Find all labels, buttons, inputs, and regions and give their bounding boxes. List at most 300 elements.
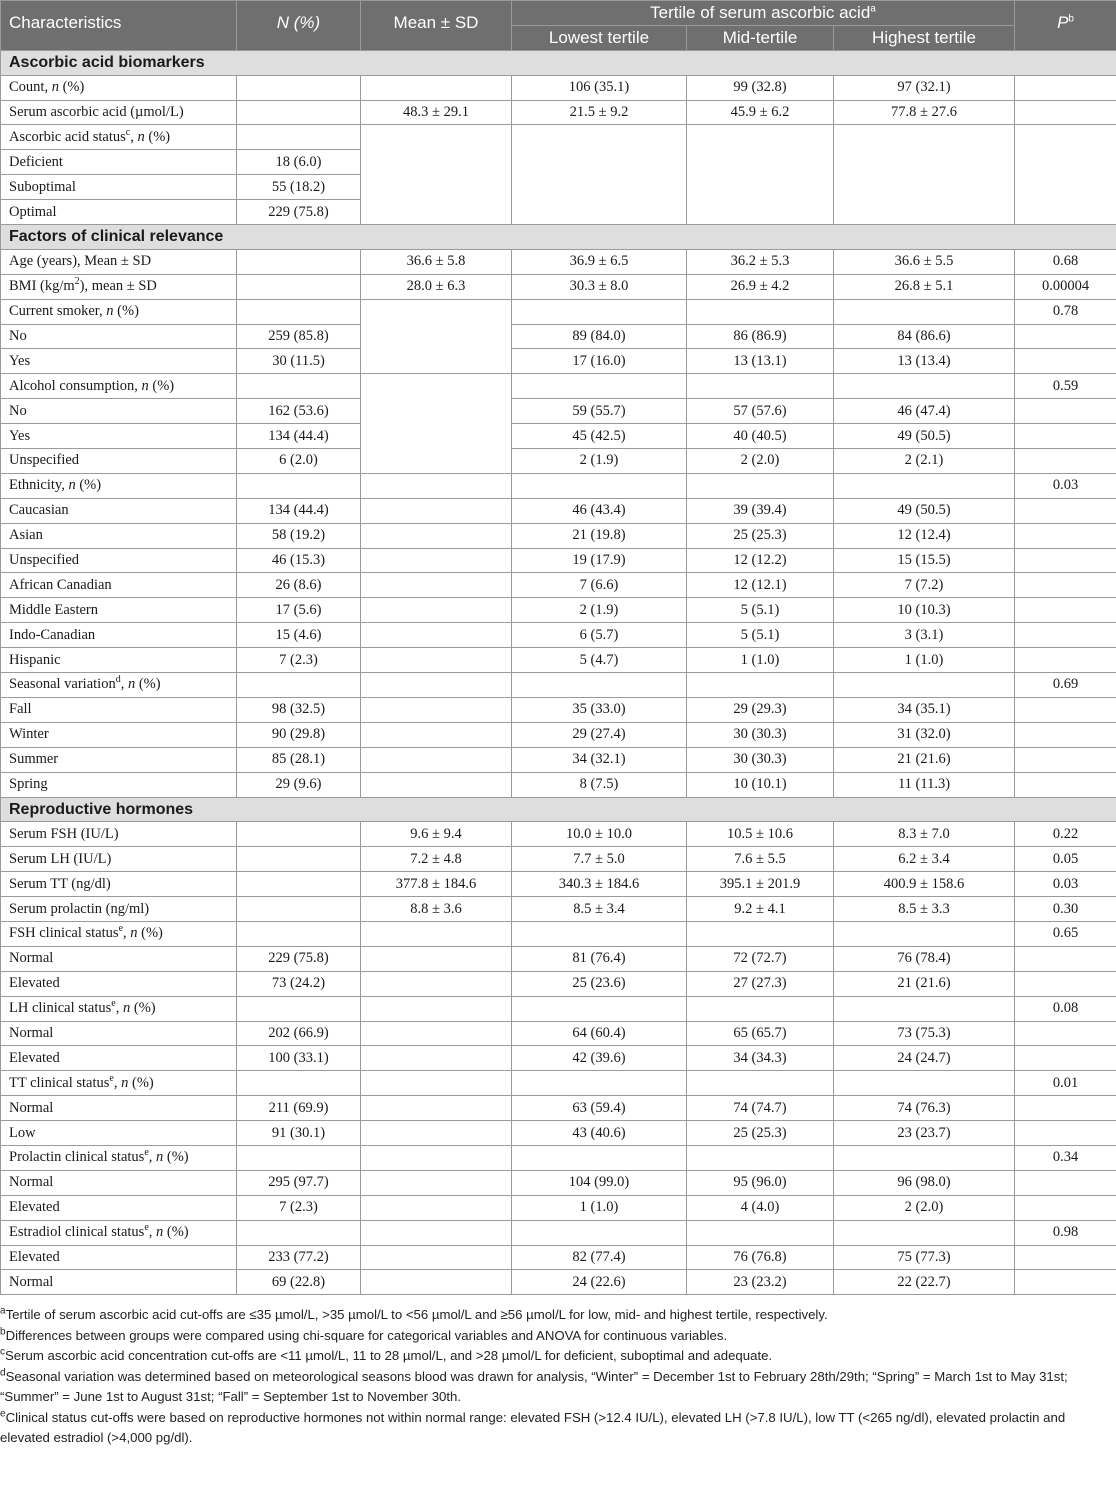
table-row xyxy=(1,324,1116,349)
cell-mid: 1 (1.0) xyxy=(687,648,834,673)
cell-n-pct: 98 (32.5) xyxy=(237,697,361,722)
cell-n-pct: 15 (4.6) xyxy=(237,623,361,648)
table-row xyxy=(1,946,1116,971)
cell-mid: 34 (34.3) xyxy=(687,1046,834,1071)
cell-highest: 22 (22.7) xyxy=(834,1270,1015,1295)
cell-mid xyxy=(687,125,834,225)
cell-p: 0.00004 xyxy=(1015,274,1116,299)
cell-mean-sd: 28.0 ± 6.3 xyxy=(361,274,512,299)
cell-mean-sd xyxy=(361,498,512,523)
footnote-c-text: Serum ascorbic acid concentration cut-offs are <11 µmol/L, 11 to 28 µmol/L, and >28 µmol/L for deficient, suboptimal and adequate. xyxy=(5,1348,773,1364)
header-lowest: Lowest tertile xyxy=(512,25,687,50)
row-label: No xyxy=(1,324,237,349)
cell-p xyxy=(1015,449,1116,474)
cell-highest: 23 (23.7) xyxy=(834,1121,1015,1146)
cell-highest: 3 (3.1) xyxy=(834,623,1015,648)
table-row xyxy=(1,872,1116,897)
cell-lowest xyxy=(512,1071,687,1096)
cell-mean-sd xyxy=(361,772,512,797)
cell-mid: 72 (72.7) xyxy=(687,946,834,971)
cell-mid: 5 (5.1) xyxy=(687,598,834,623)
cell-n-pct xyxy=(237,822,361,847)
table-row xyxy=(1,673,1116,698)
cell-mid: 30 (30.3) xyxy=(687,747,834,772)
cell-n-pct xyxy=(237,1145,361,1170)
cell-mean-sd xyxy=(361,1071,512,1096)
footnote-b-mark: b xyxy=(0,1326,6,1338)
cell-highest xyxy=(834,473,1015,498)
cell-p xyxy=(1015,125,1116,225)
cell-n-pct: 46 (15.3) xyxy=(237,548,361,573)
cell-highest: 11 (11.3) xyxy=(834,772,1015,797)
cell-mean-sd xyxy=(361,75,512,100)
table-row xyxy=(1,921,1116,946)
cell-highest: 8.5 ± 3.3 xyxy=(834,897,1015,922)
header-characteristics: Characteristics xyxy=(1,1,237,51)
cell-p xyxy=(1015,971,1116,996)
table-row xyxy=(1,1096,1116,1121)
cell-highest: 2 (2.1) xyxy=(834,449,1015,474)
cell-mid: 7.6 ± 5.5 xyxy=(687,847,834,872)
cell-mean-sd xyxy=(361,1021,512,1046)
cell-lowest: 21 (19.8) xyxy=(512,523,687,548)
cell-mid: 30 (30.3) xyxy=(687,722,834,747)
row-label: Serum TT (ng/dl) xyxy=(1,872,237,897)
footnote-b xyxy=(0,1326,1110,1347)
cell-lowest: 10.0 ± 10.0 xyxy=(512,822,687,847)
cell-n-pct: 100 (33.1) xyxy=(237,1046,361,1071)
cell-highest: 73 (75.3) xyxy=(834,1021,1015,1046)
table-row xyxy=(1,274,1116,299)
section-row xyxy=(1,797,1116,822)
row-label: BMI $(kg/m^2)$, mean ± SD xyxy=(1,274,237,299)
cell-mean-sd xyxy=(361,971,512,996)
cell-p xyxy=(1015,648,1116,673)
cell-mean-sd xyxy=(361,1195,512,1220)
cell-p xyxy=(1015,1046,1116,1071)
row-label: Hispanic xyxy=(1,648,237,673)
cell-lowest: 106 (35.1) xyxy=(512,75,687,100)
cell-highest: 24 (24.7) xyxy=(834,1046,1015,1071)
cell-lowest: 36.9 ± 6.5 xyxy=(512,249,687,274)
cell-lowest: 59 (55.7) xyxy=(512,399,687,424)
row-label: Fall xyxy=(1,697,237,722)
row-label: Normal xyxy=(1,1096,237,1121)
cell-highest: 26.8 ± 5.1 xyxy=(834,274,1015,299)
cell-lowest: 35 (33.0) xyxy=(512,697,687,722)
header-p-text: P xyxy=(1057,13,1069,32)
cell-p xyxy=(1015,697,1116,722)
cell-n-pct xyxy=(237,872,361,897)
cell-highest xyxy=(834,996,1015,1021)
cell-mid: 99 (32.8) xyxy=(687,75,834,100)
row-label: Ascorbic acid status$^c$, n (%) xyxy=(1,125,237,150)
cell-lowest: 8 (7.5) xyxy=(512,772,687,797)
table-row xyxy=(1,125,1116,150)
cell-n-pct: 91 (30.1) xyxy=(237,1121,361,1146)
cell-p xyxy=(1015,722,1116,747)
cell-n-pct: 6 (2.0) xyxy=(237,449,361,474)
row-label: Elevated xyxy=(1,1245,237,1270)
row-label: Prolactin clinical status$^e$, n (%) xyxy=(1,1145,237,1170)
cell-highest: 75 (77.3) xyxy=(834,1245,1015,1270)
header-p xyxy=(1015,1,1116,51)
cell-highest xyxy=(834,125,1015,225)
table-row xyxy=(1,697,1116,722)
row-label: Seasonal variation$^d$, n (%) xyxy=(1,673,237,698)
row-label: Ethnicity, n (%) xyxy=(1,473,237,498)
cell-highest: 13 (13.4) xyxy=(834,349,1015,374)
cell-n-pct: 211 (69.9) xyxy=(237,1096,361,1121)
cell-n-pct: 7 (2.3) xyxy=(237,648,361,673)
cell-lowest: 6 (5.7) xyxy=(512,623,687,648)
cell-lowest: 63 (59.4) xyxy=(512,1096,687,1121)
table-row xyxy=(1,75,1116,100)
cell-n-pct: 134 (44.4) xyxy=(237,424,361,449)
cell-mid: 25 (25.3) xyxy=(687,1121,834,1146)
cell-n-pct xyxy=(237,996,361,1021)
cell-n-pct xyxy=(237,921,361,946)
cell-n-pct: 229 (75.8) xyxy=(237,946,361,971)
cell-mean-sd xyxy=(361,747,512,772)
cell-mean-sd: 48.3 ± 29.1 xyxy=(361,100,512,125)
cell-highest xyxy=(834,1071,1015,1096)
cell-highest: 7 (7.2) xyxy=(834,573,1015,598)
cell-mean-sd xyxy=(361,473,512,498)
cell-lowest: 82 (77.4) xyxy=(512,1245,687,1270)
footnote-c-mark: c xyxy=(0,1346,5,1358)
cell-lowest xyxy=(512,125,687,225)
cell-lowest: 64 (60.4) xyxy=(512,1021,687,1046)
cell-mid: 2 (2.0) xyxy=(687,449,834,474)
footnote-a-mark: a xyxy=(0,1305,6,1317)
cell-highest: 84 (86.6) xyxy=(834,324,1015,349)
header-mid: Mid-tertile xyxy=(687,25,834,50)
cell-lowest: 7 (6.6) xyxy=(512,573,687,598)
cell-mean-sd xyxy=(361,598,512,623)
cell-lowest: 19 (17.9) xyxy=(512,548,687,573)
row-label: Caucasian xyxy=(1,498,237,523)
header-mean-sd: Mean ± SD xyxy=(361,1,512,51)
cell-mid xyxy=(687,1145,834,1170)
footnotes xyxy=(0,1295,1116,1449)
cell-mean-sd xyxy=(361,1170,512,1195)
footnote-d-text: Seasonal variation was determined based on meteorological seasons blood was drawn for analysis, “Winter” = December 1st to February 28th/29th; “Spring” = March 1st to May 31st; “Summer” = June 1st to August 31st; “Fall” = September 1st to November 30th. xyxy=(0,1368,1068,1405)
row-label: Unspecified xyxy=(1,548,237,573)
header-tertile-group-text: Tertile of serum ascorbic acid xyxy=(650,3,871,23)
cell-mid: 4 (4.0) xyxy=(687,1195,834,1220)
cell-mean-sd xyxy=(361,996,512,1021)
cell-p: 0.34 xyxy=(1015,1145,1116,1170)
cell-p xyxy=(1015,1245,1116,1270)
row-label: Asian xyxy=(1,523,237,548)
cell-mean-sd: 9.6 ± 9.4 xyxy=(361,822,512,847)
cell-n-pct: 134 (44.4) xyxy=(237,498,361,523)
cell-mean-sd xyxy=(361,722,512,747)
cell-p xyxy=(1015,573,1116,598)
cell-n-pct: 295 (97.7) xyxy=(237,1170,361,1195)
table-row xyxy=(1,847,1116,872)
row-label: Normal xyxy=(1,1170,237,1195)
cell-mid xyxy=(687,374,834,399)
cell-p xyxy=(1015,349,1116,374)
header-p-sup: b xyxy=(1068,13,1074,25)
cell-n-pct: 18 (6.0) xyxy=(237,150,361,175)
cell-p xyxy=(1015,75,1116,100)
cell-mean-sd xyxy=(361,1220,512,1245)
cell-n-pct: 30 (11.5) xyxy=(237,349,361,374)
cell-mid: 9.2 ± 4.1 xyxy=(687,897,834,922)
cell-lowest: 17 (16.0) xyxy=(512,349,687,374)
cell-p xyxy=(1015,498,1116,523)
cell-lowest: 340.3 ± 184.6 xyxy=(512,872,687,897)
cell-lowest: 104 (99.0) xyxy=(512,1170,687,1195)
cell-highest: 46 (47.4) xyxy=(834,399,1015,424)
cell-lowest xyxy=(512,921,687,946)
cell-highest xyxy=(834,673,1015,698)
table-row xyxy=(1,822,1116,847)
row-label: Serum ascorbic acid (µmol/L) xyxy=(1,100,237,125)
cell-p: 0.68 xyxy=(1015,249,1116,274)
row-label: Serum prolactin (ng/ml) xyxy=(1,897,237,922)
cell-highest: 400.9 ± 158.6 xyxy=(834,872,1015,897)
cell-mean-sd xyxy=(361,673,512,698)
table-row xyxy=(1,374,1116,399)
cell-mid: 395.1 ± 201.9 xyxy=(687,872,834,897)
section-row xyxy=(1,225,1116,250)
cell-mean-sd xyxy=(361,374,512,474)
cell-lowest xyxy=(512,996,687,1021)
cell-n-pct xyxy=(237,473,361,498)
table-row xyxy=(1,722,1116,747)
cell-p xyxy=(1015,598,1116,623)
cell-mid xyxy=(687,673,834,698)
cell-lowest: 46 (43.4) xyxy=(512,498,687,523)
row-label: Unspecified xyxy=(1,449,237,474)
cell-highest xyxy=(834,1220,1015,1245)
cell-p: 0.69 xyxy=(1015,673,1116,698)
cell-highest: 34 (35.1) xyxy=(834,697,1015,722)
cell-p: 0.03 xyxy=(1015,872,1116,897)
section-title: Factors of clinical relevance xyxy=(1,225,1116,250)
cell-mean-sd xyxy=(361,648,512,673)
cell-lowest: 21.5 ± 9.2 xyxy=(512,100,687,125)
cell-n-pct: 233 (77.2) xyxy=(237,1245,361,1270)
cell-p xyxy=(1015,1096,1116,1121)
cell-p: 0.65 xyxy=(1015,921,1116,946)
footnote-d xyxy=(0,1367,1110,1408)
cell-n-pct: 7 (2.3) xyxy=(237,1195,361,1220)
cell-mean-sd xyxy=(361,1096,512,1121)
cell-p: 0.22 xyxy=(1015,822,1116,847)
cell-p xyxy=(1015,100,1116,125)
table-row xyxy=(1,1170,1116,1195)
row-label: Elevated xyxy=(1,1046,237,1071)
row-label: Serum LH (IU/L) xyxy=(1,847,237,872)
table-row xyxy=(1,747,1116,772)
footnote-e-mark: e xyxy=(0,1408,6,1420)
row-label: Serum FSH (IU/L) xyxy=(1,822,237,847)
table-row xyxy=(1,897,1116,922)
cell-lowest: 24 (22.6) xyxy=(512,1270,687,1295)
cell-lowest: 2 (1.9) xyxy=(512,598,687,623)
row-label: Alcohol consumption, n (%) xyxy=(1,374,237,399)
row-label: FSH clinical status$^e$, n (%) xyxy=(1,921,237,946)
cell-mean-sd: 8.8 ± 3.6 xyxy=(361,897,512,922)
cell-mid: 12 (12.1) xyxy=(687,573,834,598)
cell-n-pct: 162 (53.6) xyxy=(237,399,361,424)
cell-lowest: 45 (42.5) xyxy=(512,424,687,449)
cell-mid: 27 (27.3) xyxy=(687,971,834,996)
table-row xyxy=(1,1071,1116,1096)
cell-highest: 49 (50.5) xyxy=(834,424,1015,449)
cell-p xyxy=(1015,1170,1116,1195)
cell-n-pct xyxy=(237,847,361,872)
cell-mean-sd xyxy=(361,946,512,971)
cell-lowest xyxy=(512,473,687,498)
cell-n-pct: 55 (18.2) xyxy=(237,175,361,200)
table-row xyxy=(1,573,1116,598)
table-row xyxy=(1,449,1116,474)
cell-n-pct: 259 (85.8) xyxy=(237,324,361,349)
footnote-a xyxy=(0,1305,1110,1326)
cell-mean-sd: 36.6 ± 5.8 xyxy=(361,249,512,274)
cell-n-pct: 90 (29.8) xyxy=(237,722,361,747)
cell-mean-sd xyxy=(361,523,512,548)
cell-lowest xyxy=(512,299,687,324)
table-row xyxy=(1,598,1116,623)
row-label: Yes xyxy=(1,424,237,449)
cell-lowest xyxy=(512,1145,687,1170)
section-title: Reproductive hormones xyxy=(1,797,1116,822)
cell-p: 0.30 xyxy=(1015,897,1116,922)
cell-mid: 65 (65.7) xyxy=(687,1021,834,1046)
cell-highest: 31 (32.0) xyxy=(834,722,1015,747)
cell-lowest xyxy=(512,673,687,698)
cell-n-pct xyxy=(237,274,361,299)
table-row xyxy=(1,523,1116,548)
cell-mid: 25 (25.3) xyxy=(687,523,834,548)
cell-mid: 39 (39.4) xyxy=(687,498,834,523)
cell-highest xyxy=(834,374,1015,399)
cell-highest: 21 (21.6) xyxy=(834,971,1015,996)
table-row xyxy=(1,1270,1116,1295)
cell-highest: 2 (2.0) xyxy=(834,1195,1015,1220)
row-label: LH clinical status$^e$, n (%) xyxy=(1,996,237,1021)
cell-n-pct: 69 (22.8) xyxy=(237,1270,361,1295)
cell-mid xyxy=(687,1220,834,1245)
cell-p: 0.01 xyxy=(1015,1071,1116,1096)
table-row xyxy=(1,772,1116,797)
row-label: TT clinical status$^e$, n (%) xyxy=(1,1071,237,1096)
cell-p xyxy=(1015,1121,1116,1146)
cell-mean-sd xyxy=(361,1245,512,1270)
cell-p xyxy=(1015,523,1116,548)
cell-highest: 15 (15.5) xyxy=(834,548,1015,573)
cell-n-pct xyxy=(237,673,361,698)
cell-mid: 5 (5.1) xyxy=(687,623,834,648)
cell-lowest: 8.5 ± 3.4 xyxy=(512,897,687,922)
cell-mid: 57 (57.6) xyxy=(687,399,834,424)
row-label: Middle Eastern xyxy=(1,598,237,623)
cell-mid: 76 (76.8) xyxy=(687,1245,834,1270)
cell-highest xyxy=(834,921,1015,946)
cell-lowest: 42 (39.6) xyxy=(512,1046,687,1071)
cell-n-pct: 73 (24.2) xyxy=(237,971,361,996)
cell-highest: 49 (50.5) xyxy=(834,498,1015,523)
cell-mean-sd xyxy=(361,1046,512,1071)
cell-mid: 45.9 ± 6.2 xyxy=(687,100,834,125)
footnote-c xyxy=(0,1346,1110,1367)
section-title: Ascorbic acid biomarkers xyxy=(1,50,1116,75)
cell-n-pct xyxy=(237,299,361,324)
row-label: Elevated xyxy=(1,971,237,996)
cell-n-pct xyxy=(237,249,361,274)
cell-mean-sd xyxy=(361,299,512,374)
row-label: Estradiol clinical status$^e$, n (%) xyxy=(1,1220,237,1245)
cell-lowest: 89 (84.0) xyxy=(512,324,687,349)
cell-mid: 36.2 ± 5.3 xyxy=(687,249,834,274)
table-row xyxy=(1,473,1116,498)
table-row xyxy=(1,100,1116,125)
cell-p: 0.08 xyxy=(1015,996,1116,1021)
cell-n-pct: 202 (66.9) xyxy=(237,1021,361,1046)
row-label: Current smoker, n (%) xyxy=(1,299,237,324)
footnote-d-mark: d xyxy=(0,1367,6,1379)
cell-lowest: 7.7 ± 5.0 xyxy=(512,847,687,872)
cell-lowest: 29 (27.4) xyxy=(512,722,687,747)
cell-lowest: 2 (1.9) xyxy=(512,449,687,474)
cell-mean-sd xyxy=(361,1270,512,1295)
cell-n-pct xyxy=(237,100,361,125)
header-n-pct: N (%) xyxy=(237,1,361,51)
cell-mid: 40 (40.5) xyxy=(687,424,834,449)
table-row xyxy=(1,424,1116,449)
cell-lowest xyxy=(512,374,687,399)
row-label: Normal xyxy=(1,1270,237,1295)
cell-p xyxy=(1015,946,1116,971)
footnote-b-text: Differences between groups were compared using chi-square for categorical variables and ANOVA for continuous variables. xyxy=(5,1327,728,1343)
cell-p xyxy=(1015,747,1116,772)
row-label: No xyxy=(1,399,237,424)
cell-mean-sd: 377.8 ± 184.6 xyxy=(361,872,512,897)
cell-highest: 12 (12.4) xyxy=(834,523,1015,548)
header-tertile-group xyxy=(512,1,1015,26)
row-label: Deficient xyxy=(1,150,237,175)
cell-highest: 36.6 ± 5.5 xyxy=(834,249,1015,274)
cell-highest xyxy=(834,1145,1015,1170)
cell-n-pct: 29 (9.6) xyxy=(237,772,361,797)
cell-mean-sd xyxy=(361,125,512,225)
row-label: Spring xyxy=(1,772,237,797)
row-label: Suboptimal xyxy=(1,175,237,200)
cell-p xyxy=(1015,1270,1116,1295)
table-row xyxy=(1,971,1116,996)
cell-n-pct xyxy=(237,1071,361,1096)
cell-mid: 10.5 ± 10.6 xyxy=(687,822,834,847)
table-row xyxy=(1,996,1116,1021)
cell-mean-sd xyxy=(361,573,512,598)
table-row xyxy=(1,1195,1116,1220)
footnote-e xyxy=(0,1408,1110,1449)
cell-n-pct xyxy=(237,1220,361,1245)
cell-mean-sd xyxy=(361,623,512,648)
cell-mid: 13 (13.1) xyxy=(687,349,834,374)
cell-mid xyxy=(687,1071,834,1096)
footnote-a-text: Tertile of serum ascorbic acid cut-offs are ≤35 µmol/L, >35 µmol/L to <56 µmol/L and ≥56 µmol/L for low, mid- and highest tertile, respectively. xyxy=(5,1307,828,1323)
cell-mid xyxy=(687,299,834,324)
footnote-e-text: Clinical status cut-offs were based on reproductive hormones not within normal range: elevated FSH (>12.4 IU/L), elevated LH (>7.8 IU/L), low TT (<265 ng/dl), elevated prolactin and elevated estradiol (>4,000 pg/dl). xyxy=(0,1409,1066,1446)
